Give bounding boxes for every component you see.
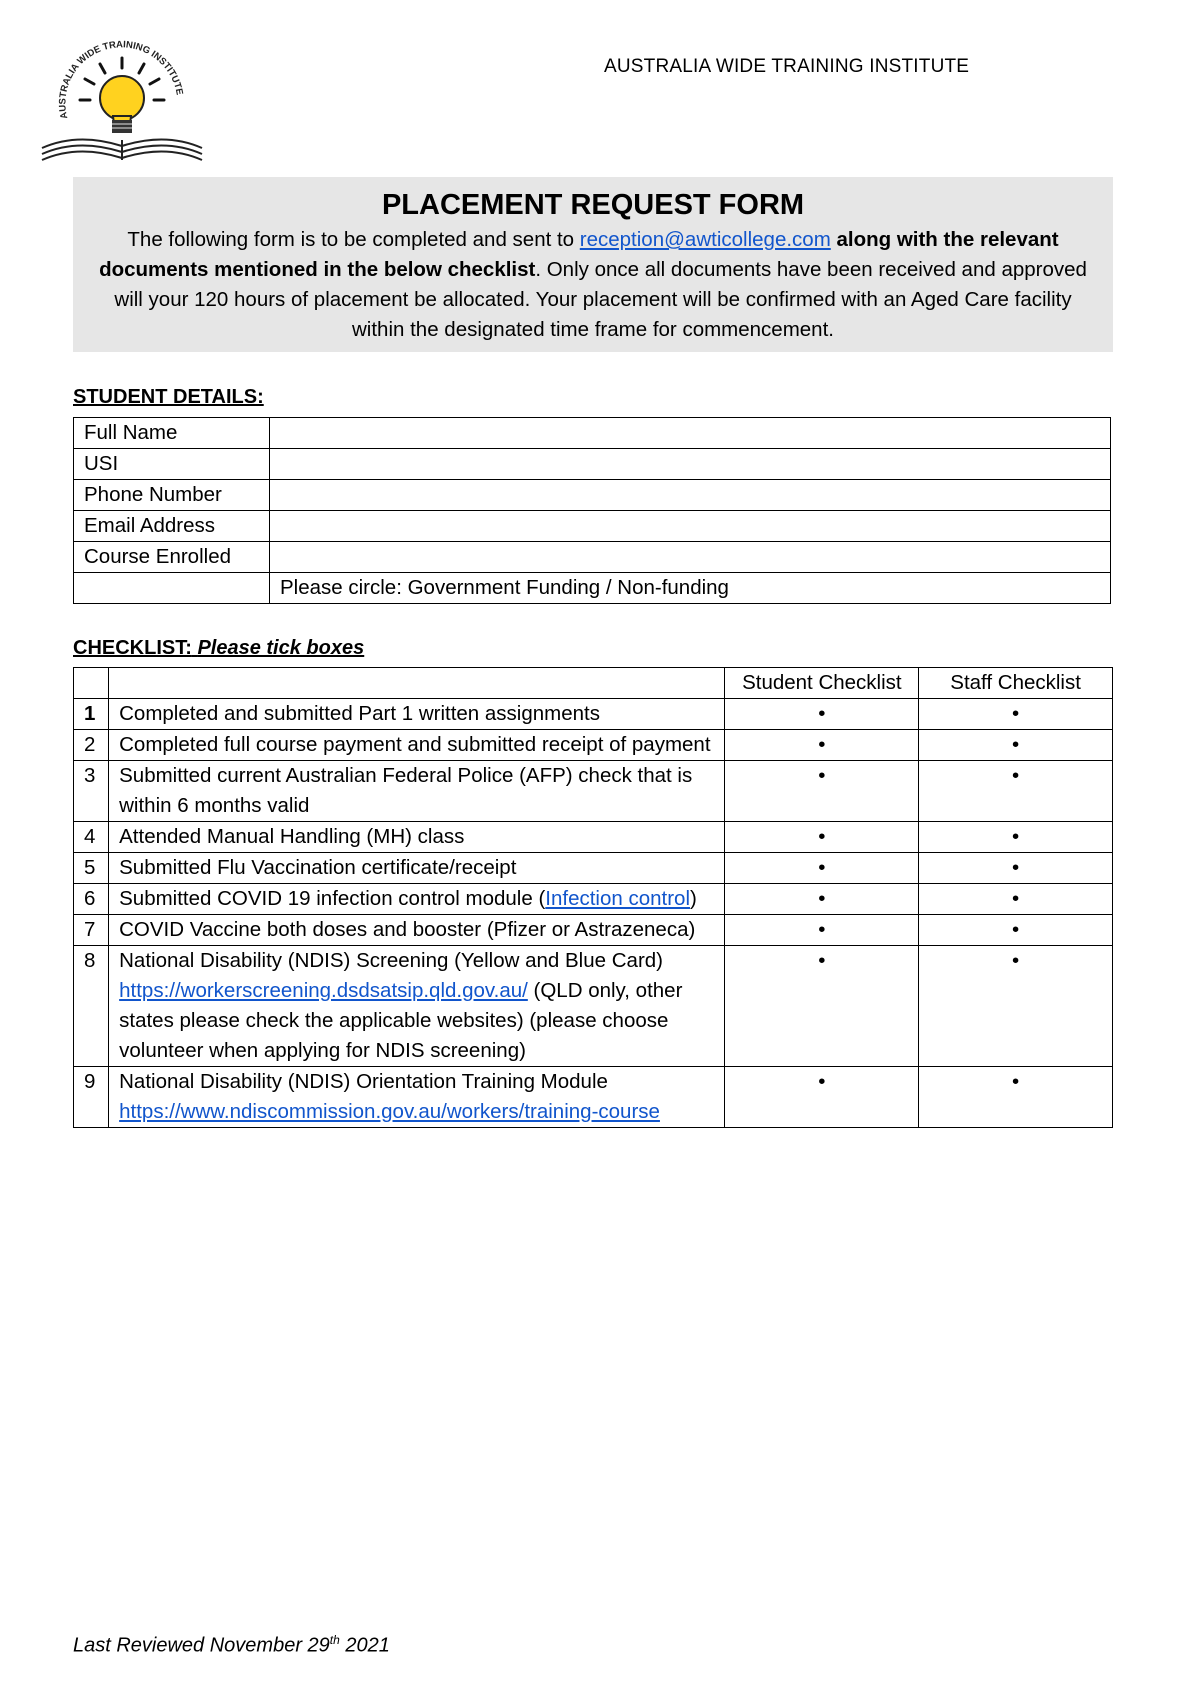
- intro-paragraph: The following form is to be completed and sent to reception@awticollege.com along with the relevant documents mentioned in the below checklist. Only once all documents have been received and approved will your 120 hours of placement be allocated. Your placement will be confirmed with an Aged Care facility within the designated time frame for commencement.: [99, 228, 1087, 341]
- table-row: [74, 573, 1111, 604]
- table-row: [74, 915, 1113, 946]
- staff-check-box[interactable]: •: [919, 853, 1113, 884]
- table-row: [74, 511, 1111, 542]
- logo-text: AUSTRALIA WIDE TRAINING INSTITUTE: [57, 39, 185, 120]
- usi-field[interactable]: [270, 449, 1111, 480]
- table-row: [74, 542, 1111, 573]
- item-number: 4: [74, 822, 109, 853]
- label-cell: Phone Number: [74, 480, 270, 511]
- page-title: PLACEMENT REQUEST FORM: [381, 189, 805, 221]
- student-checklist-header: Student Checklist: [725, 668, 919, 699]
- item-text: Submitted current Australian Federal Police (AFP) check that is within 6 months valid: [109, 761, 725, 822]
- table-row: [74, 699, 1113, 730]
- student-check-box[interactable]: •: [725, 730, 919, 761]
- phone-number-field[interactable]: [270, 480, 1111, 511]
- table-row: [74, 730, 1113, 761]
- course-enrolled-field[interactable]: [270, 542, 1111, 573]
- table-row: [74, 853, 1113, 884]
- institute-logo: [38, 28, 204, 168]
- staff-check-box[interactable]: •: [919, 699, 1113, 730]
- email-link[interactable]: reception@awticollege.com: [579, 228, 831, 251]
- item-number: 6: [74, 884, 109, 915]
- funding-choice-field[interactable]: Please circle: Government Funding / Non-funding: [270, 573, 1111, 604]
- staff-checklist-header: Staff Checklist: [919, 668, 1113, 699]
- email-address-field[interactable]: [270, 511, 1111, 542]
- label-cell: Course Enrolled: [74, 542, 270, 573]
- student-check-box[interactable]: •: [725, 822, 919, 853]
- staff-check-box[interactable]: •: [919, 730, 1113, 761]
- item-text: Submitted COVID 19 infection control module (Infection control): [109, 884, 725, 915]
- table-header-row: [74, 668, 1113, 699]
- checklist-heading: CHECKLIST: Please tick boxes: [73, 637, 365, 659]
- label-cell: Email Address: [74, 511, 270, 542]
- item-number: 9: [74, 1067, 109, 1128]
- staff-check-box[interactable]: •: [919, 915, 1113, 946]
- student-check-box[interactable]: •: [725, 915, 919, 946]
- staff-check-box[interactable]: •: [919, 822, 1113, 853]
- organization-name: AUSTRALIA WIDE TRAINING INSTITUTE: [604, 56, 970, 77]
- item-text: Submitted Flu Vaccination certificate/receipt: [109, 853, 725, 884]
- item-text: Attended Manual Handling (MH) class: [109, 822, 725, 853]
- staff-check-box[interactable]: •: [919, 884, 1113, 915]
- item-number: 3: [74, 761, 109, 822]
- item-number: 5: [74, 853, 109, 884]
- student-check-box[interactable]: •: [725, 853, 919, 884]
- student-check-box[interactable]: •: [725, 761, 919, 822]
- item-text: Completed full course payment and submitted receipt of payment: [109, 730, 725, 761]
- item-text: National Disability (NDIS) Orientation Training Module https://www.ndiscommission.gov.au/workers/training-course: [109, 1067, 725, 1128]
- item-number: 1: [74, 699, 109, 730]
- staff-check-box[interactable]: •: [919, 761, 1113, 822]
- student-check-box[interactable]: •: [725, 1067, 919, 1128]
- full-name-field[interactable]: [270, 418, 1111, 449]
- label-cell: USI: [74, 449, 270, 480]
- staff-check-box[interactable]: •: [919, 946, 1113, 1067]
- item-text: COVID Vaccine both doses and booster (Pfizer or Astrazeneca): [109, 915, 725, 946]
- student-check-box[interactable]: •: [725, 699, 919, 730]
- item-number: 8: [74, 946, 109, 1067]
- infection-control-link[interactable]: Infection control: [545, 887, 691, 910]
- table-row: [74, 761, 1113, 822]
- student-details-table: [73, 417, 1111, 604]
- item-text: Completed and submitted Part 1 written assignments: [109, 699, 725, 730]
- table-row: [74, 449, 1111, 480]
- staff-check-box[interactable]: •: [919, 1067, 1113, 1128]
- worker-screening-link[interactable]: https://workerscreening.dsdsatsip.qld.gov.au/: [119, 979, 528, 1002]
- table-row: [74, 418, 1111, 449]
- student-check-box[interactable]: •: [725, 884, 919, 915]
- table-row: [74, 822, 1113, 853]
- table-row: [74, 884, 1113, 915]
- label-cell: Full Name: [74, 418, 270, 449]
- student-details-heading: STUDENT DETAILS:: [73, 386, 264, 408]
- ndis-training-link[interactable]: https://www.ndiscommission.gov.au/workers/training-course: [119, 1100, 660, 1123]
- checklist-table: [73, 667, 1113, 1128]
- checklist-instruction: Please tick boxes: [197, 637, 365, 659]
- label-cell: [74, 573, 270, 604]
- table-row: [74, 480, 1111, 511]
- item-number: 7: [74, 915, 109, 946]
- student-check-box[interactable]: •: [725, 946, 919, 1067]
- table-row: [74, 946, 1113, 1067]
- last-reviewed-footer: Last Reviewed November 29th 2021: [73, 1633, 390, 1657]
- form-banner: [73, 177, 1113, 352]
- table-row: [74, 1067, 1113, 1128]
- item-number: 2: [74, 730, 109, 761]
- item-text: National Disability (NDIS) Screening (Yellow and Blue Card) https://workerscreening.dsdsatsip.qld.gov.au/ (QLD only, other states please check the applicable websites) (please choose volunteer when applying for NDIS screening): [109, 946, 725, 1067]
